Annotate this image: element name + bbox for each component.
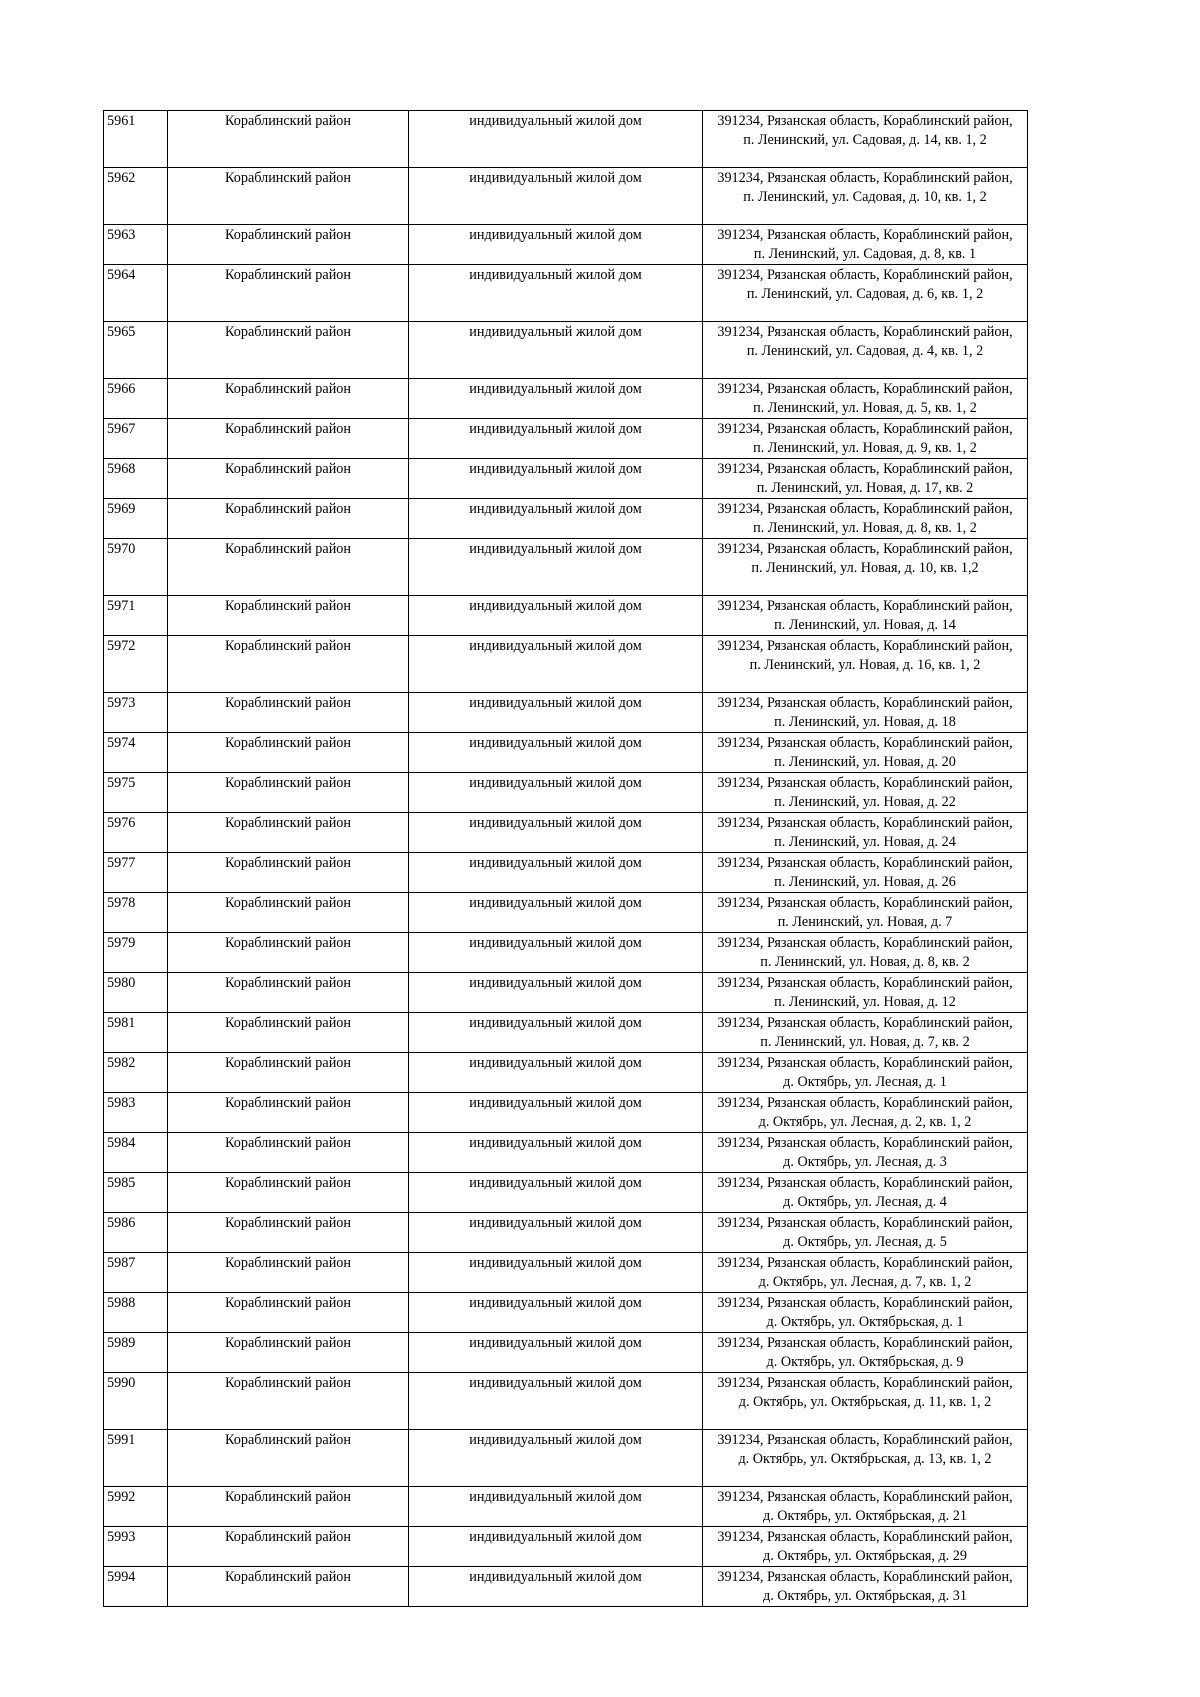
row-number-cell: 5978 xyxy=(104,893,168,933)
row-number-cell: 5967 xyxy=(104,419,168,459)
address-line: 391234, Рязанская область, Кораблинский район, xyxy=(717,975,1013,991)
row-number-cell: 5993 xyxy=(104,1527,168,1567)
district-cell: Кораблинский район xyxy=(168,1430,409,1487)
table-row xyxy=(104,168,1028,225)
address-cell xyxy=(703,1013,1028,1053)
district-cell: Кораблинский район xyxy=(168,773,409,813)
address-line: п. Ленинский, ул. Новая, д. 24 xyxy=(774,834,956,850)
row-number-cell: 5981 xyxy=(104,1013,168,1053)
table-row xyxy=(104,111,1028,168)
district-cell: Кораблинский район xyxy=(168,596,409,636)
building-type-cell: индивидуальный жилой дом xyxy=(409,1253,703,1293)
address-line: п. Ленинский, ул. Новая, д. 8, кв. 1, 2 xyxy=(753,520,977,536)
address-line: п. Ленинский, ул. Новая, д. 20 xyxy=(774,754,956,770)
district-cell: Кораблинский район xyxy=(168,893,409,933)
address-line: 391234, Рязанская область, Кораблинский район, xyxy=(717,381,1013,397)
address-cell xyxy=(703,1093,1028,1133)
district-cell: Кораблинский район xyxy=(168,1133,409,1173)
address-line: 391234, Рязанская область, Кораблинский район, xyxy=(717,1055,1013,1071)
table-row xyxy=(104,379,1028,419)
row-number-cell: 5969 xyxy=(104,499,168,539)
table-row xyxy=(104,459,1028,499)
address-line: п. Ленинский, ул. Новая, д. 22 xyxy=(774,794,956,810)
table-row xyxy=(104,1430,1028,1487)
table-row xyxy=(104,933,1028,973)
address-line: д. Октябрь, ул. Октябрьская, д. 1 xyxy=(766,1314,964,1330)
address-cell xyxy=(703,322,1028,379)
address-cell xyxy=(703,1430,1028,1487)
address-cell xyxy=(703,1293,1028,1333)
address-line: д. Октябрь, ул. Лесная, д. 2, кв. 1, 2 xyxy=(758,1114,972,1130)
table-row xyxy=(104,1093,1028,1133)
district-cell: Кораблинский район xyxy=(168,1253,409,1293)
row-number-cell: 5972 xyxy=(104,636,168,693)
address-line: 391234, Рязанская область, Кораблинский район, xyxy=(717,227,1013,243)
address-line: 391234, Рязанская область, Кораблинский район, xyxy=(717,1295,1013,1311)
building-type-cell: индивидуальный жилой дом xyxy=(409,168,703,225)
address-line: 391234, Рязанская область, Кораблинский район, xyxy=(717,1215,1013,1231)
building-type-cell: индивидуальный жилой дом xyxy=(409,1333,703,1373)
row-number-cell: 5987 xyxy=(104,1253,168,1293)
district-cell: Кораблинский район xyxy=(168,499,409,539)
building-type-cell: индивидуальный жилой дом xyxy=(409,1093,703,1133)
address-line: 391234, Рязанская область, Кораблинский район, xyxy=(717,695,1013,711)
table-row xyxy=(104,1487,1028,1527)
address-line: 391234, Рязанская область, Кораблинский район, xyxy=(717,421,1013,437)
table-row xyxy=(104,1213,1028,1253)
address-cell xyxy=(703,1053,1028,1093)
address-line: п. Ленинский, ул. Новая, д. 18 xyxy=(774,714,956,730)
address-line: 391234, Рязанская область, Кораблинский район, xyxy=(717,324,1013,340)
building-type-cell: индивидуальный жилой дом xyxy=(409,1173,703,1213)
building-type-cell: индивидуальный жилой дом xyxy=(409,636,703,693)
building-type-cell: индивидуальный жилой дом xyxy=(409,419,703,459)
address-line: п. Ленинский, ул. Новая, д. 10, кв. 1,2 xyxy=(751,560,979,576)
row-number-cell: 5988 xyxy=(104,1293,168,1333)
table-row xyxy=(104,322,1028,379)
table-row xyxy=(104,1567,1028,1607)
row-number-cell: 5977 xyxy=(104,853,168,893)
table-row xyxy=(104,1053,1028,1093)
address-line: п. Ленинский, ул. Садовая, д. 6, кв. 1, 2 xyxy=(746,286,984,302)
address-cell xyxy=(703,773,1028,813)
address-line: п. Ленинский, ул. Садовая, д. 14, кв. 1, 2 xyxy=(743,132,987,148)
building-type-cell: индивидуальный жилой дом xyxy=(409,693,703,733)
row-number-cell: 5970 xyxy=(104,539,168,596)
district-cell: Кораблинский район xyxy=(168,1333,409,1373)
building-type-cell: индивидуальный жилой дом xyxy=(409,1567,703,1607)
building-type-cell: индивидуальный жилой дом xyxy=(409,973,703,1013)
address-cell xyxy=(703,459,1028,499)
address-line: д. Октябрь, ул. Лесная, д. 4 xyxy=(783,1194,947,1210)
table-row xyxy=(104,813,1028,853)
address-cell xyxy=(703,853,1028,893)
building-type-cell: индивидуальный жилой дом xyxy=(409,1013,703,1053)
table-row xyxy=(104,225,1028,265)
address-cell xyxy=(703,1213,1028,1253)
address-line: д. Октябрь, ул. Лесная, д. 5 xyxy=(783,1234,947,1250)
address-line: 391234, Рязанская область, Кораблинский район, xyxy=(717,267,1013,283)
address-cell xyxy=(703,933,1028,973)
table-row xyxy=(104,636,1028,693)
address-line: п. Ленинский, ул. Новая, д. 14 xyxy=(774,617,956,633)
district-cell: Кораблинский район xyxy=(168,1053,409,1093)
table-row xyxy=(104,1333,1028,1373)
district-cell: Кораблинский район xyxy=(168,813,409,853)
building-type-cell: индивидуальный жилой дом xyxy=(409,1430,703,1487)
address-line: 391234, Рязанская область, Кораблинский район, xyxy=(717,735,1013,751)
table-row xyxy=(104,693,1028,733)
district-cell: Кораблинский район xyxy=(168,1173,409,1213)
building-type-cell: индивидуальный жилой дом xyxy=(409,539,703,596)
address-line: 391234, Рязанская область, Кораблинский район, xyxy=(717,815,1013,831)
address-line: д. Октябрь, ул. Лесная, д. 1 xyxy=(783,1074,947,1090)
address-cell xyxy=(703,499,1028,539)
building-type-cell: индивидуальный жилой дом xyxy=(409,1487,703,1527)
address-line: 391234, Рязанская область, Кораблинский район, xyxy=(717,638,1013,654)
address-line: п. Ленинский, ул. Садовая, д. 4, кв. 1, 2 xyxy=(746,343,984,359)
row-number-cell: 5973 xyxy=(104,693,168,733)
building-type-cell: индивидуальный жилой дом xyxy=(409,1213,703,1253)
address-cell xyxy=(703,1373,1028,1430)
row-number-cell: 5974 xyxy=(104,733,168,773)
address-line: п. Ленинский, ул. Садовая, д. 8, кв. 1 xyxy=(753,246,977,262)
building-type-cell: индивидуальный жилой дом xyxy=(409,265,703,322)
district-cell: Кораблинский район xyxy=(168,539,409,596)
address-line: 391234, Рязанская область, Кораблинский район, xyxy=(717,855,1013,871)
address-line: п. Ленинский, ул. Новая, д. 16, кв. 1, 2 xyxy=(749,657,981,673)
row-number-cell: 5965 xyxy=(104,322,168,379)
row-number-cell: 5990 xyxy=(104,1373,168,1430)
address-line: д. Октябрь, ул. Лесная, д. 7, кв. 1, 2 xyxy=(758,1274,972,1290)
district-cell: Кораблинский район xyxy=(168,1487,409,1527)
address-line: 391234, Рязанская область, Кораблинский район, xyxy=(717,1432,1013,1448)
table-row xyxy=(104,1173,1028,1213)
address-line: 391234, Рязанская область, Кораблинский район, xyxy=(717,1135,1013,1151)
row-number-cell: 5971 xyxy=(104,596,168,636)
address-line: 391234, Рязанская область, Кораблинский район, xyxy=(717,935,1013,951)
table-row xyxy=(104,596,1028,636)
table-row xyxy=(104,419,1028,459)
address-cell xyxy=(703,813,1028,853)
address-line: 391234, Рязанская область, Кораблинский район, xyxy=(717,1255,1013,1271)
building-type-cell: индивидуальный жилой дом xyxy=(409,379,703,419)
building-type-cell: индивидуальный жилой дом xyxy=(409,459,703,499)
row-number-cell: 5979 xyxy=(104,933,168,973)
district-cell: Кораблинский район xyxy=(168,419,409,459)
building-type-cell: индивидуальный жилой дом xyxy=(409,1527,703,1567)
address-cell xyxy=(703,973,1028,1013)
address-line: п. Ленинский, ул. Новая, д. 5, кв. 1, 2 xyxy=(753,400,977,416)
table-row xyxy=(104,539,1028,596)
address-cell xyxy=(703,693,1028,733)
district-cell: Кораблинский район xyxy=(168,1373,409,1430)
address-line: 391234, Рязанская область, Кораблинский район, xyxy=(717,1569,1013,1585)
table-row xyxy=(104,1373,1028,1430)
building-type-cell: индивидуальный жилой дом xyxy=(409,225,703,265)
table-row xyxy=(104,733,1028,773)
row-number-cell: 5982 xyxy=(104,1053,168,1093)
address-line: п. Ленинский, ул. Новая, д. 26 xyxy=(774,874,956,890)
address-cell xyxy=(703,636,1028,693)
address-line: п. Ленинский, ул. Новая, д. 17, кв. 2 xyxy=(756,480,974,496)
building-type-cell: индивидуальный жилой дом xyxy=(409,773,703,813)
address-line: п. Ленинский, ул. Новая, д. 12 xyxy=(774,994,956,1010)
address-line: п. Ленинский, ул. Новая, д. 7 xyxy=(777,914,953,930)
address-cell xyxy=(703,111,1028,168)
row-number-cell: 5989 xyxy=(104,1333,168,1373)
address-cell xyxy=(703,733,1028,773)
row-number-cell: 5976 xyxy=(104,813,168,853)
table-row xyxy=(104,853,1028,893)
district-cell: Кораблинский район xyxy=(168,693,409,733)
address-line: д. Октябрь, ул. Октябрьская, д. 9 xyxy=(766,1354,964,1370)
address-cell xyxy=(703,419,1028,459)
row-number-cell: 5980 xyxy=(104,973,168,1013)
district-cell: Кораблинский район xyxy=(168,636,409,693)
address-line: д. Октябрь, ул. Октябрьская, д. 21 xyxy=(763,1508,967,1524)
district-cell: Кораблинский район xyxy=(168,733,409,773)
address-line: д. Октябрь, ул. Октябрьская, д. 11, кв. 1, 2 xyxy=(738,1394,992,1410)
district-cell: Кораблинский район xyxy=(168,933,409,973)
row-number-cell: 5983 xyxy=(104,1093,168,1133)
address-line: 391234, Рязанская область, Кораблинский район, xyxy=(717,1335,1013,1351)
table-row xyxy=(104,893,1028,933)
row-number-cell: 5975 xyxy=(104,773,168,813)
district-cell: Кораблинский район xyxy=(168,1527,409,1567)
row-number-cell: 5984 xyxy=(104,1133,168,1173)
row-number-cell: 5964 xyxy=(104,265,168,322)
address-cell xyxy=(703,596,1028,636)
building-type-cell: индивидуальный жилой дом xyxy=(409,499,703,539)
building-type-cell: индивидуальный жилой дом xyxy=(409,596,703,636)
row-number-cell: 5968 xyxy=(104,459,168,499)
address-cell xyxy=(703,1253,1028,1293)
district-cell: Кораблинский район xyxy=(168,322,409,379)
address-cell xyxy=(703,539,1028,596)
table-row xyxy=(104,1527,1028,1567)
address-cell xyxy=(703,1567,1028,1607)
address-line: 391234, Рязанская область, Кораблинский район, xyxy=(717,1529,1013,1545)
table-row xyxy=(104,773,1028,813)
building-type-cell: индивидуальный жилой дом xyxy=(409,893,703,933)
row-number-cell: 5963 xyxy=(104,225,168,265)
district-cell: Кораблинский район xyxy=(168,973,409,1013)
row-number-cell: 5994 xyxy=(104,1567,168,1607)
address-cell xyxy=(703,379,1028,419)
district-cell: Кораблинский район xyxy=(168,225,409,265)
address-line: 391234, Рязанская область, Кораблинский район, xyxy=(717,1175,1013,1191)
table-row xyxy=(104,265,1028,322)
address-line: 391234, Рязанская область, Кораблинский район, xyxy=(717,501,1013,517)
district-cell: Кораблинский район xyxy=(168,379,409,419)
district-cell: Кораблинский район xyxy=(168,168,409,225)
building-type-cell: индивидуальный жилой дом xyxy=(409,813,703,853)
district-cell: Кораблинский район xyxy=(168,1213,409,1253)
address-line: д. Октябрь, ул. Лесная, д. 3 xyxy=(783,1154,947,1170)
building-type-cell: индивидуальный жилой дом xyxy=(409,733,703,773)
address-line: 391234, Рязанская область, Кораблинский район, xyxy=(717,598,1013,614)
address-cell xyxy=(703,1173,1028,1213)
row-number-cell: 5962 xyxy=(104,168,168,225)
building-type-cell: индивидуальный жилой дом xyxy=(409,1053,703,1093)
district-cell: Кораблинский район xyxy=(168,1293,409,1333)
address-line: 391234, Рязанская область, Кораблинский район, xyxy=(717,541,1013,557)
table-row xyxy=(104,1253,1028,1293)
table-row xyxy=(104,1013,1028,1053)
address-cell xyxy=(703,1487,1028,1527)
address-cell xyxy=(703,225,1028,265)
row-number-cell: 5986 xyxy=(104,1213,168,1253)
address-line: п. Ленинский, ул. Новая, д. 9, кв. 1, 2 xyxy=(753,440,977,456)
address-line: п. Ленинский, ул. Новая, д. 8, кв. 2 xyxy=(760,954,970,970)
table-row xyxy=(104,1293,1028,1333)
address-line: 391234, Рязанская область, Кораблинский район, xyxy=(717,113,1013,129)
address-cell xyxy=(703,1333,1028,1373)
address-cell xyxy=(703,265,1028,322)
address-cell xyxy=(703,1527,1028,1567)
building-type-cell: индивидуальный жилой дом xyxy=(409,1373,703,1430)
address-line: д. Октябрь, ул. Октябрьская, д. 29 xyxy=(763,1548,967,1564)
building-type-cell: индивидуальный жилой дом xyxy=(409,853,703,893)
building-type-cell: индивидуальный жилой дом xyxy=(409,322,703,379)
address-cell xyxy=(703,1133,1028,1173)
building-type-cell: индивидуальный жилой дом xyxy=(409,1133,703,1173)
district-cell: Кораблинский район xyxy=(168,265,409,322)
address-line: д. Октябрь, ул. Октябрьская, д. 31 xyxy=(763,1588,967,1604)
row-number-cell: 5985 xyxy=(104,1173,168,1213)
housing-registry-table xyxy=(103,110,1028,1607)
address-line: 391234, Рязанская область, Кораблинский район, xyxy=(717,170,1013,186)
address-line: 391234, Рязанская область, Кораблинский район, xyxy=(717,775,1013,791)
row-number-cell: 5966 xyxy=(104,379,168,419)
district-cell: Кораблинский район xyxy=(168,1567,409,1607)
building-type-cell: индивидуальный жилой дом xyxy=(409,933,703,973)
address-line: 391234, Рязанская область, Кораблинский район, xyxy=(717,1015,1013,1031)
address-line: 391234, Рязанская область, Кораблинский район, xyxy=(717,1095,1013,1111)
table-row xyxy=(104,1133,1028,1173)
address-cell xyxy=(703,893,1028,933)
address-line: 391234, Рязанская область, Кораблинский район, xyxy=(717,1375,1013,1391)
district-cell: Кораблинский район xyxy=(168,111,409,168)
row-number-cell: 5961 xyxy=(104,111,168,168)
district-cell: Кораблинский район xyxy=(168,459,409,499)
address-line: 391234, Рязанская область, Кораблинский район, xyxy=(717,1489,1013,1505)
district-cell: Кораблинский район xyxy=(168,1093,409,1133)
address-line: 391234, Рязанская область, Кораблинский район, xyxy=(717,895,1013,911)
row-number-cell: 5992 xyxy=(104,1487,168,1527)
address-line: п. Ленинский, ул. Садовая, д. 10, кв. 1, 2 xyxy=(743,189,987,205)
address-line: 391234, Рязанская область, Кораблинский район, xyxy=(717,461,1013,477)
table-row xyxy=(104,499,1028,539)
building-type-cell: индивидуальный жилой дом xyxy=(409,1293,703,1333)
table-row xyxy=(104,973,1028,1013)
address-cell xyxy=(703,168,1028,225)
district-cell: Кораблинский район xyxy=(168,853,409,893)
row-number-cell: 5991 xyxy=(104,1430,168,1487)
address-line: п. Ленинский, ул. Новая, д. 7, кв. 2 xyxy=(760,1034,970,1050)
address-line: д. Октябрь, ул. Октябрьская, д. 13, кв. 1, 2 xyxy=(738,1451,992,1467)
registry-table-body xyxy=(104,111,1028,1607)
district-cell: Кораблинский район xyxy=(168,1013,409,1053)
building-type-cell: индивидуальный жилой дом xyxy=(409,111,703,168)
